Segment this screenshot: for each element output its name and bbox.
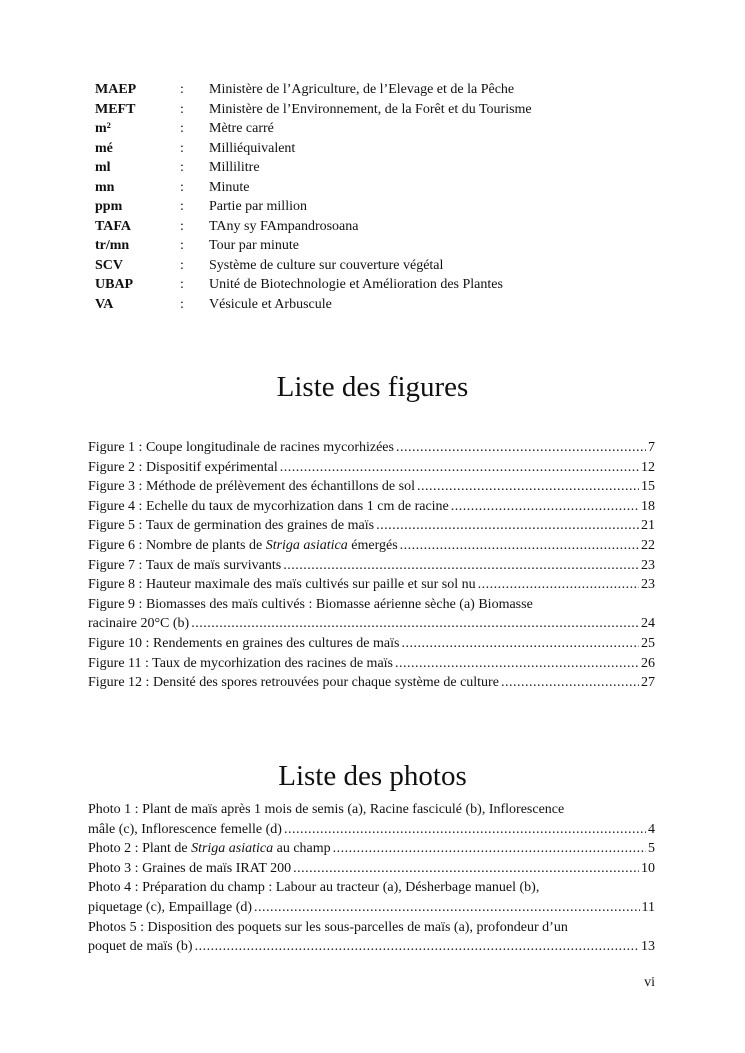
abbreviation-definition: Minute (209, 179, 250, 195)
entry-text: poquet de maïs (b) (88, 939, 193, 955)
abbreviation-row (95, 236, 532, 256)
page-ref: 12 (641, 459, 655, 475)
dot-leader (396, 438, 646, 458)
page-ref: 23 (641, 557, 655, 573)
abbreviation-code: mé (95, 140, 113, 156)
entry-text: Figure 7 : Taux de maïs survivants (88, 557, 282, 573)
entry-text: Figure 12 : Densité des spores retrouvées pour chaque système de culture (88, 675, 499, 691)
page-ref: 15 (641, 479, 655, 495)
species-name: Striga asiatica (265, 537, 348, 553)
abbreviations-table (95, 80, 532, 314)
abbreviation-definition: TAny sy FAmpandrosoana (209, 218, 359, 234)
photo-entry[interactable] (88, 878, 655, 917)
entry-text: Figure 3 : Méthode de prélèvement des échantillons de sol (88, 479, 415, 495)
photo-entry[interactable] (88, 859, 655, 879)
page-ref: 22 (641, 537, 655, 553)
photo-entry[interactable] (88, 839, 655, 859)
entry-text-pre: Photo 2 : Plant de (88, 841, 192, 857)
photo-entry[interactable] (88, 800, 655, 839)
entry-text: piquetage (c), Empaillage (d) (88, 899, 253, 915)
abbreviation-definition: Mètre carré (209, 121, 274, 136)
dot-leader (191, 614, 639, 634)
entry-text-line1: Photo 4 : Préparation du champ : Labour au tracteur (a), Désherbage manuel (b), (88, 880, 540, 896)
abbreviation-code: mn (95, 179, 115, 195)
figure-entry[interactable] (88, 497, 655, 517)
entry-text: Figure 5 : Taux de germination des graines de maïs (88, 518, 375, 534)
figures-list (88, 438, 655, 693)
entry-text-line1: Photo 1 : Plant de maïs après 1 mois de semis (a), Racine fasciculé (b), Inflorescence (88, 802, 565, 817)
figure-entry[interactable] (88, 634, 655, 654)
figures-list-title: Liste des figures (276, 371, 469, 403)
abbreviation-colon: : (180, 179, 184, 195)
page-ref: 5 (648, 841, 655, 857)
abbreviation-colon: : (180, 277, 184, 292)
abbreviation-row (95, 275, 532, 295)
abbreviation-colon: : (180, 238, 184, 253)
abbreviation-definition: Système de culture sur couverture végétal (209, 257, 444, 273)
abbreviation-row (95, 178, 532, 198)
abbreviation-colon: : (180, 160, 184, 175)
page-ref: 18 (641, 498, 655, 514)
figure-entry[interactable] (88, 458, 655, 478)
abbreviation-row (95, 139, 532, 159)
abbreviation-code: tr/mn (95, 238, 130, 253)
abbreviation-row (95, 197, 532, 217)
abbreviation-colon: : (180, 199, 184, 214)
page-ref: 13 (641, 939, 655, 955)
abbreviation-definition: Vésicule et Arbuscule (209, 296, 332, 312)
abbreviation-row (95, 158, 532, 178)
abbreviation-row (95, 256, 532, 276)
page-ref: 4 (648, 821, 655, 837)
page-ref: 23 (641, 577, 655, 593)
page-ref: 24 (641, 616, 655, 632)
entry-text: mâle (c), Inflorescence femelle (d) (88, 821, 282, 837)
entry-text: Figure 2 : Dispositif expérimental (88, 459, 278, 475)
entry-text: Figure 10 : Rendements en graines des cultures de maïs (88, 635, 400, 651)
photos-list-title: Liste des photos (278, 760, 467, 792)
entry-text-post: émergés (347, 537, 398, 553)
abbreviation-row (95, 295, 532, 315)
page-ref: 11 (641, 899, 655, 915)
dot-leader (293, 859, 639, 879)
dot-leader (333, 839, 646, 859)
entry-text: Figure 11 : Taux de mycorhization des racines de maïs (88, 655, 393, 671)
dot-leader (451, 497, 639, 517)
dot-leader (376, 516, 639, 536)
abbreviation-colon: : (180, 218, 184, 234)
abbreviation-row (95, 217, 532, 237)
abbreviation-code: ml (95, 160, 111, 175)
dot-leader (401, 634, 639, 654)
dot-leader (417, 477, 639, 497)
figure-entry[interactable] (88, 477, 655, 497)
abbreviation-code: ppm (95, 199, 123, 214)
page-ref: 26 (641, 655, 655, 671)
abbreviation-definition: Unité de Biotechnologie et Amélioration des Plantes (209, 277, 503, 292)
figure-entry[interactable] (88, 575, 655, 595)
abbreviation-code: MEFT (95, 101, 136, 117)
species-name: Striga asiatica (191, 841, 274, 857)
entry-text-line1: Figure 9 : Biomasses des maïs cultivés : Biomasse aérienne sèche (a) Biomasse (88, 596, 533, 612)
abbreviation-row (95, 100, 532, 120)
abbreviation-definition: Ministère de l’Agriculture, de l’Elevage et de la Pêche (209, 82, 515, 97)
dot-leader (501, 673, 639, 693)
dot-leader (195, 937, 639, 957)
entry-text: Figure 4 : Echelle du taux de mycorhization dans 1 cm de racine (88, 498, 449, 514)
entry-text-post: au champ (273, 841, 331, 857)
page-ref: 7 (648, 440, 655, 455)
dot-leader (284, 820, 646, 840)
abbreviation-colon: : (180, 296, 184, 312)
abbreviation-colon: : (180, 257, 184, 273)
abbreviation-definition: Milliéquivalent (209, 140, 296, 156)
entry-text: racinaire 20°C (b) (88, 616, 190, 632)
photos-list (88, 800, 655, 957)
dot-leader (400, 536, 639, 556)
figure-entry[interactable] (88, 438, 655, 458)
page-number: vi (644, 975, 655, 990)
abbreviation-code: UBAP (95, 277, 134, 292)
abbreviation-code: TAFA (95, 218, 132, 234)
page-ref: 10 (641, 860, 655, 876)
abbreviation-row (95, 80, 532, 100)
entry-text: Figure 1 : Coupe longitudinale de racines mycorhizées (88, 440, 394, 455)
page-ref: 27 (641, 675, 655, 691)
figure-entry[interactable] (88, 654, 655, 674)
entry-text-pre: Figure 6 : Nombre de plants de (88, 537, 266, 553)
photo-entry[interactable] (88, 918, 655, 957)
abbreviation-definition: Partie par million (209, 199, 307, 214)
abbreviation-colon: : (180, 82, 184, 97)
figure-entry[interactable] (88, 673, 655, 693)
abbreviation-definition: Ministère de l’Environnement, de la Forêt et du Tourisme (209, 101, 532, 117)
dot-leader (283, 556, 639, 576)
abbreviation-definition: Millilitre (209, 160, 260, 175)
abbreviation-row (95, 119, 532, 139)
page-ref: 21 (641, 518, 655, 534)
entry-text: Photo 3 : Graines de maïs IRAT 200 (88, 860, 292, 876)
page-ref: 25 (641, 635, 655, 651)
abbreviation-code: SCV (95, 257, 124, 273)
figure-entry[interactable] (88, 556, 655, 576)
figure-entry[interactable] (88, 536, 655, 556)
entry-text (88, 839, 331, 859)
dot-leader (395, 654, 639, 674)
figure-entry[interactable] (88, 516, 655, 536)
figure-entry[interactable] (88, 595, 655, 634)
abbreviation-code: VA (95, 296, 114, 312)
abbreviation-code: m² (95, 121, 111, 136)
entry-text-line1: Photos 5 : Disposition des poquets sur les sous-parcelles de maïs (a), profondeur d’un (88, 919, 568, 935)
dot-leader (254, 898, 639, 918)
entry-text: Figure 8 : Hauteur maximale des maïs cultivés sur paille et sur sol nu (88, 577, 476, 593)
dot-leader (280, 458, 639, 478)
abbreviation-colon: : (180, 101, 184, 117)
abbreviation-colon: : (180, 140, 184, 156)
abbreviation-code: MAEP (95, 82, 137, 97)
dot-leader (478, 575, 639, 595)
abbreviation-definition: Tour par minute (209, 238, 299, 253)
abbreviation-colon: : (180, 121, 184, 136)
entry-text (88, 536, 398, 556)
